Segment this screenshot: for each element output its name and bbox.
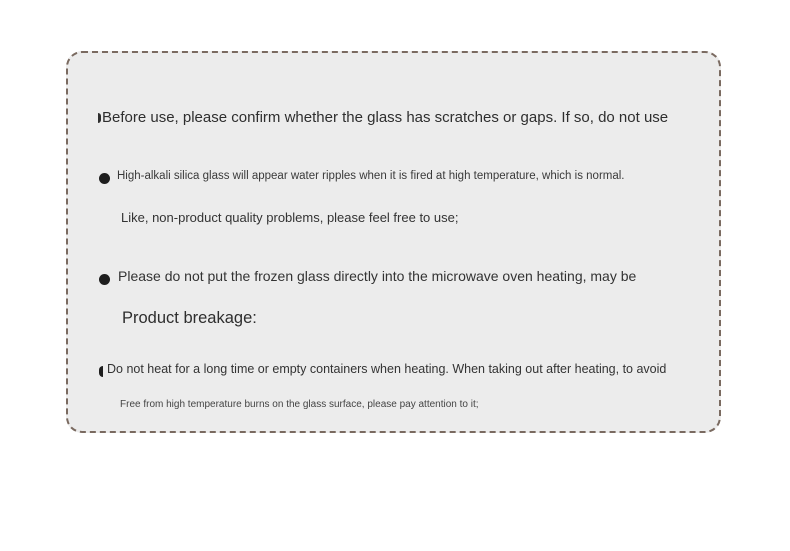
notice-line-breakage: Product breakage: xyxy=(122,309,257,327)
bullet-icon xyxy=(98,113,101,123)
notice-line-scratches xyxy=(98,109,668,126)
notice-text: Before use, please confirm whether the glass has scratches or gaps. If so, do not use xyxy=(102,109,669,126)
bullet-icon xyxy=(99,173,110,184)
notice-line-microwave: Please do not put the frozen glass directly into the microwave oven heating, may be xyxy=(118,268,637,284)
notice-line-burns: Free from high temperature burns on the glass surface, please pay attention to it; xyxy=(120,399,479,410)
notice-line-quality: Like, non-product quality problems, please feel free to use; xyxy=(121,210,459,225)
bullet-icon xyxy=(99,274,110,285)
notice-line-water-ripples: High-alkali silica glass will appear water ripples when it is fired at high temperature, which is normal. xyxy=(117,170,625,182)
bullet-icon xyxy=(99,366,103,377)
notice-line-heating: Do not heat for a long time or empty containers when heating. When taking out after heating, to avoid xyxy=(107,362,667,376)
notice-panel xyxy=(66,51,721,433)
